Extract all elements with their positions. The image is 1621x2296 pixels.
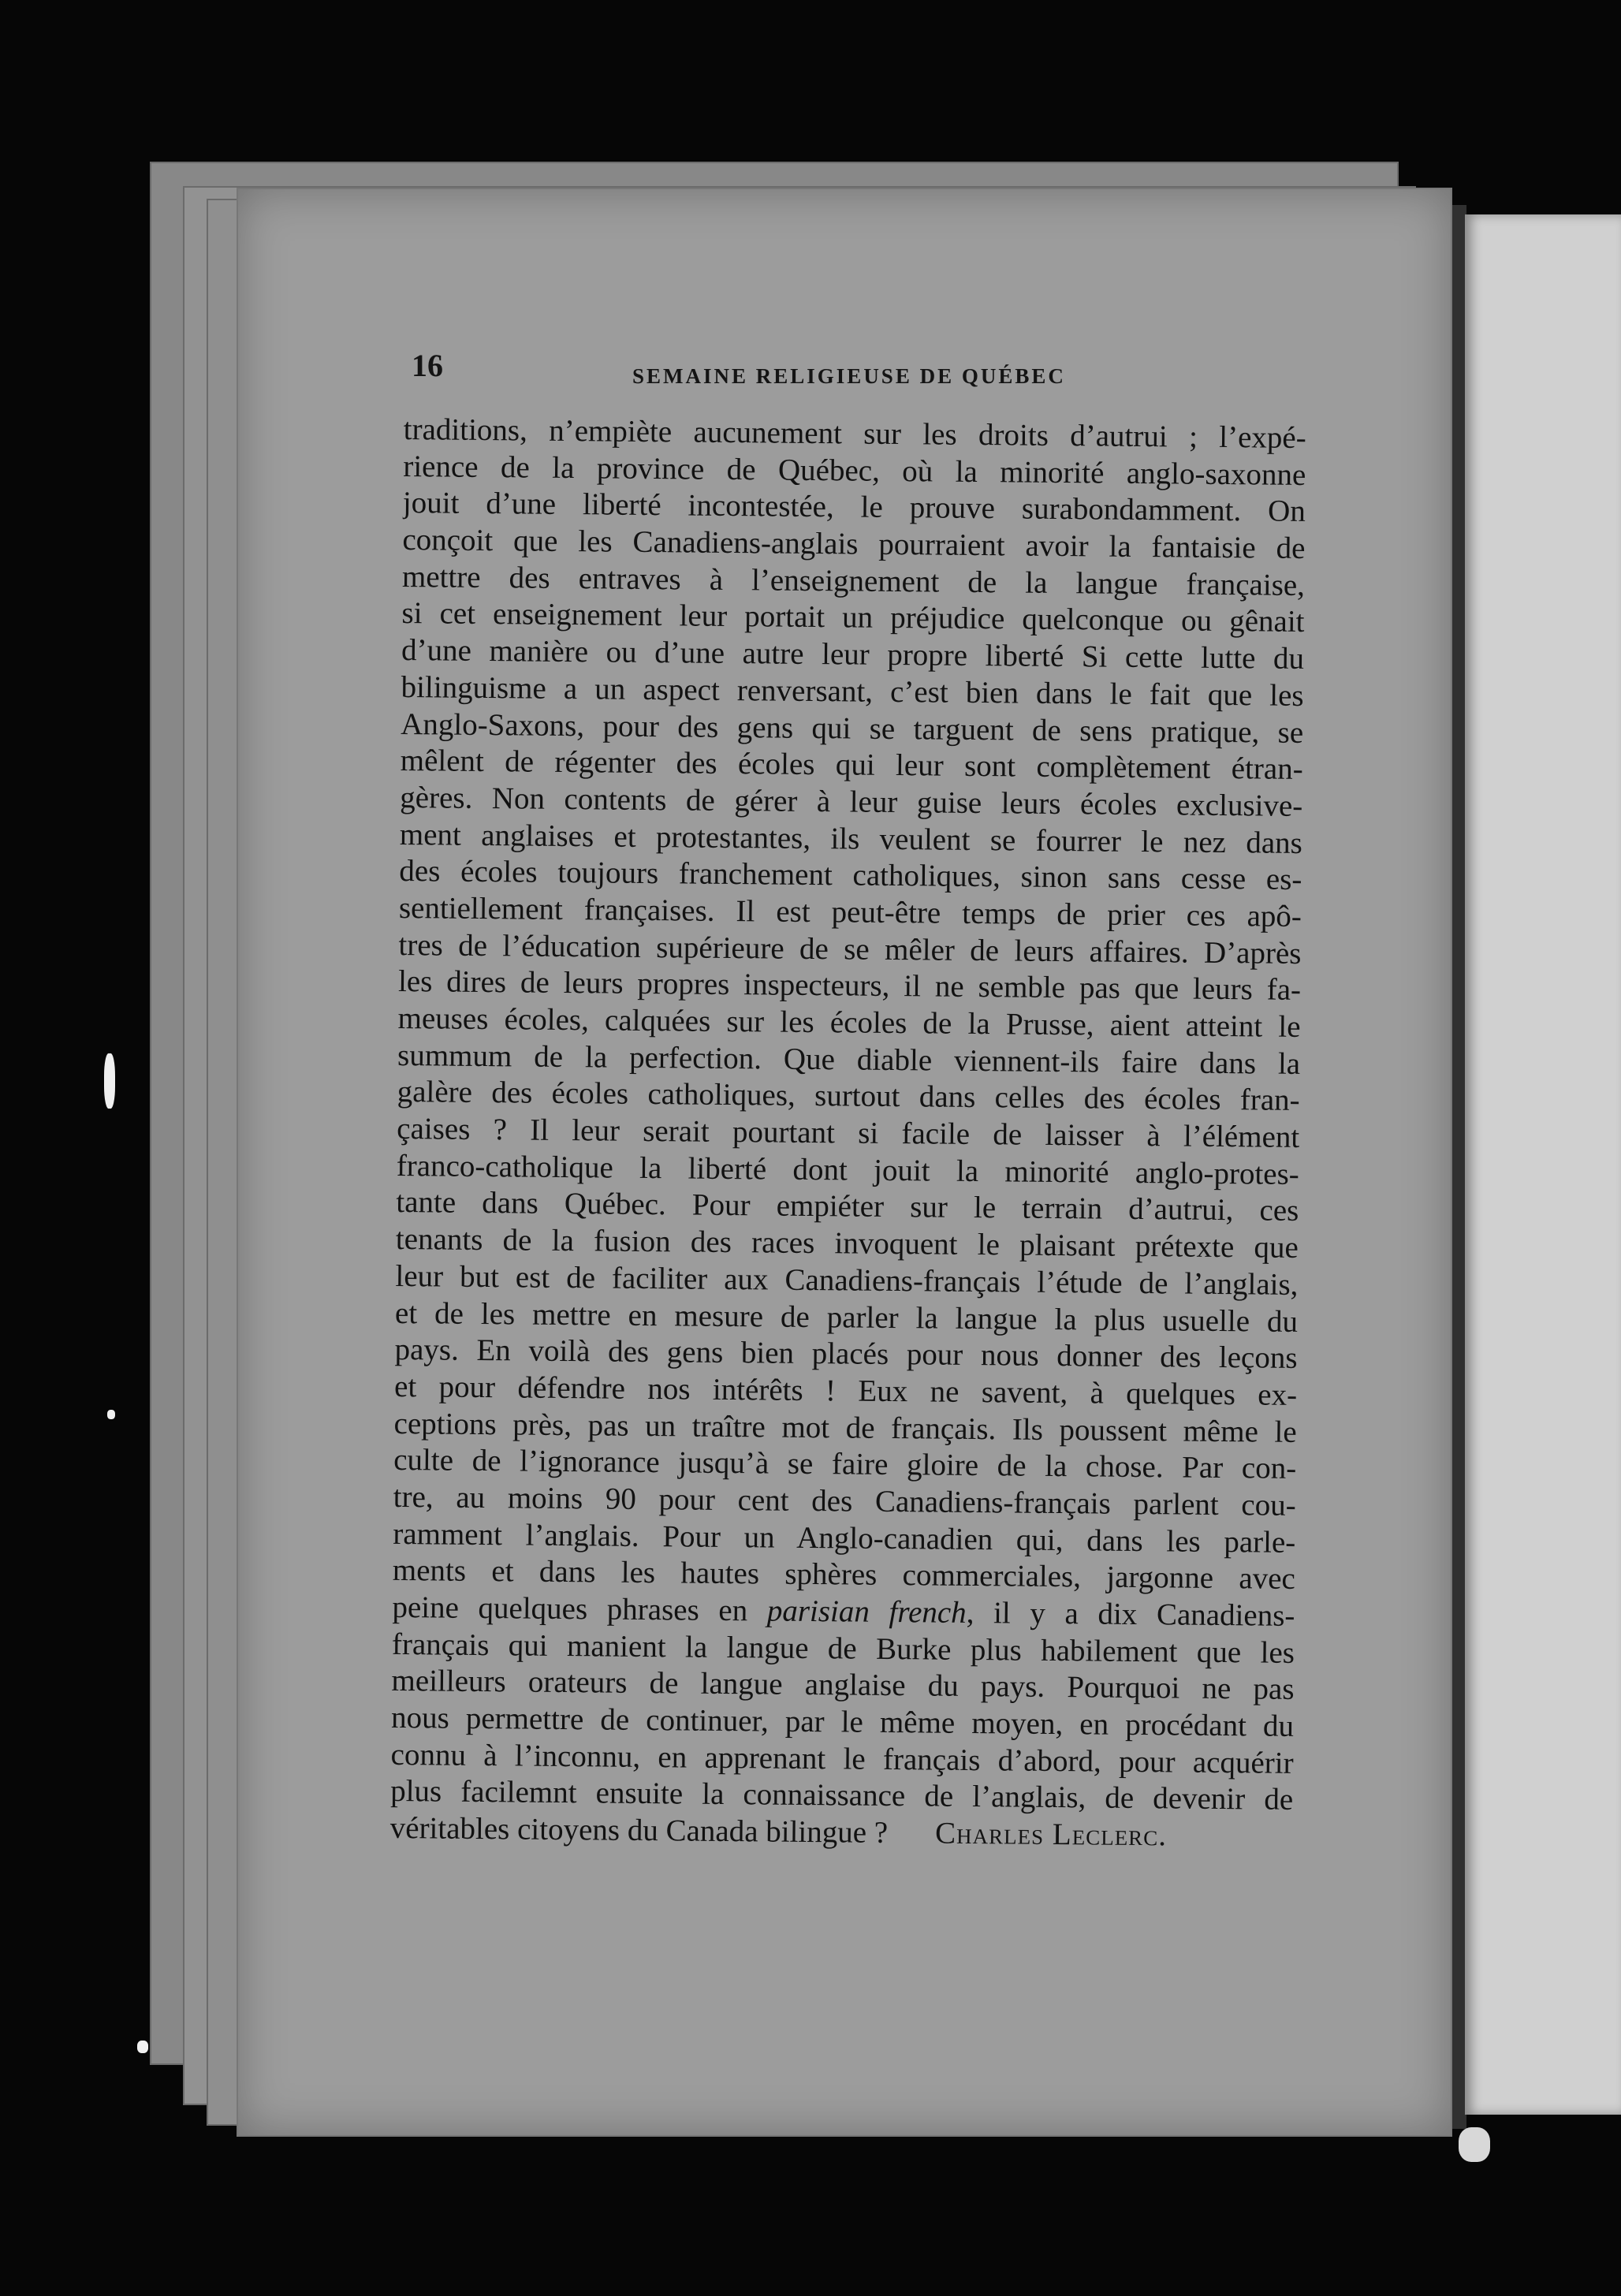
text-line: plus facilemnt ensuite la connaissance de l’anglais, de devenir de [389, 1774, 1294, 1817]
text-line: leur but est de faciliter aux Canadiens-français l’étude de l’anglais, [395, 1258, 1299, 1302]
text-line: culte de l’ignorance jusqu’à se faire gloire de la chose. Par con- [393, 1443, 1297, 1486]
final-sentence: véritables citoyens du Canada bilingue ? [389, 1811, 889, 1851]
text-line: bilinguisme a un aspect renversant, c’est bien dans le fait que les [401, 669, 1304, 713]
text-line: si cet enseignement leur portait un préjudice quelconque ou gênait [401, 596, 1305, 639]
text-line: sentiellement françaises. Il est peut-être temps de prier ces apô- [398, 890, 1302, 934]
italic-phrase: parisian french [766, 1593, 967, 1630]
scan-speck [104, 1053, 115, 1109]
text-line: tenants de la fusion des races invoquent le plaisant prétexte que [395, 1222, 1299, 1265]
text-line: français qui manient la langue de Burke plus habilement que les [391, 1627, 1295, 1670]
text-line: conçoit que les Canadiens-anglais pourraient avoir la fantaisie de [402, 523, 1306, 566]
scan-speck [107, 1410, 115, 1419]
document-page [237, 188, 1452, 2137]
scan-speck [137, 2041, 148, 2053]
text-line: ramment l’anglais. Pour un Anglo-canadien qui, dans les parle- [393, 1516, 1296, 1560]
text-line: rience de la province de Québec, où la minorité anglo-saxonne [403, 449, 1306, 492]
page-number: 16 [412, 348, 443, 383]
text-line: franco-catholique la liberté dont jouit la minorité anglo-protes- [396, 1148, 1299, 1191]
scan-speck [1459, 2127, 1490, 2162]
text-line: tres de l’éducation supérieure de se mêler de leurs affaires. D’après [398, 927, 1302, 971]
text-line: ment anglaises et protestantes, ils veulent se fourrer le nez dans [399, 817, 1303, 860]
text-line: les dires de leurs propres inspecteurs, il ne semble pas que leurs fa- [397, 964, 1302, 1008]
text-line: nous permettre de continuer, par le même moyen, en procédant du [390, 1700, 1295, 1743]
text-line: gères. Non contents de gérer à leur guise leurs écoles exclusive- [400, 780, 1303, 823]
text-line: meuses écoles, calquées sur les écoles de la Prusse, aient atteint le [397, 1001, 1301, 1044]
author-signature: Charles Leclerc. [934, 1816, 1168, 1853]
text-line: des écoles toujours franchement catholiques, sinon sans cesse es- [399, 854, 1302, 897]
text-line: çaises ? Il leur serait pourtant si facile de laisser à l’élément [397, 1112, 1300, 1155]
running-head: SEMAINE RELIGIEUSE DE QUÉBEC [632, 364, 1066, 388]
text-line: jouit d’une liberté incontestée, le prouve surabondamment. On [402, 486, 1306, 529]
text-line: et pour défendre nos intérêts ! Eux ne savent, à quelques ex- [393, 1369, 1298, 1412]
text-line: tante dans Québec. Pour empiéter sur le terrain d’autrui, ces [396, 1185, 1299, 1228]
text-line: ments et dans les hautes sphères commerciales, jargonne avec [392, 1553, 1296, 1597]
text-line: peine quelques phrases en parisian french, il y a dix Canadiens- [392, 1590, 1295, 1633]
text-line: Anglo-Saxons, pour des gens qui se targuent de sens pratique, se [400, 706, 1304, 750]
text-line: traditions, n’empiète aucunement sur les droits d’autrui ; l’expé- [403, 412, 1306, 455]
text-line: summum de la perfection. Que diable viennent-ils faire dans la [397, 1038, 1301, 1081]
text-line: ceptions près, pas un traître mot de français. Ils poussent même le [393, 1406, 1297, 1449]
text-line: pays. En voilà des gens bien placés pour nous donner des leçons [394, 1332, 1298, 1376]
text-line: d’une manière ou d’une autre leur propre liberté Si cette lutte du [401, 633, 1305, 676]
facing-page-edge [1465, 214, 1621, 2115]
text-line: galère des écoles catholiques, surtout dans celles des écoles fran- [397, 1075, 1300, 1118]
text-line: et de les mettre en mesure de parler la langue la plus usuelle du [394, 1295, 1299, 1339]
text-line: connu à l’inconnu, en apprenant le français d’abord, pour acquérir [390, 1737, 1294, 1780]
text-line: meilleurs orateurs de langue anglaise du pays. Pourquoi ne pas [391, 1664, 1295, 1707]
text-line: tre, au moins 90 pour cent des Canadiens-français parlent cou- [393, 1479, 1296, 1523]
closing-line [390, 1810, 1293, 1856]
body-text [390, 412, 1306, 1856]
text-line: mêlent de régenter des écoles qui leur sont complètement étran- [400, 744, 1303, 787]
text-line: mettre des entraves à l’enseignement de la langue française, [401, 559, 1306, 602]
